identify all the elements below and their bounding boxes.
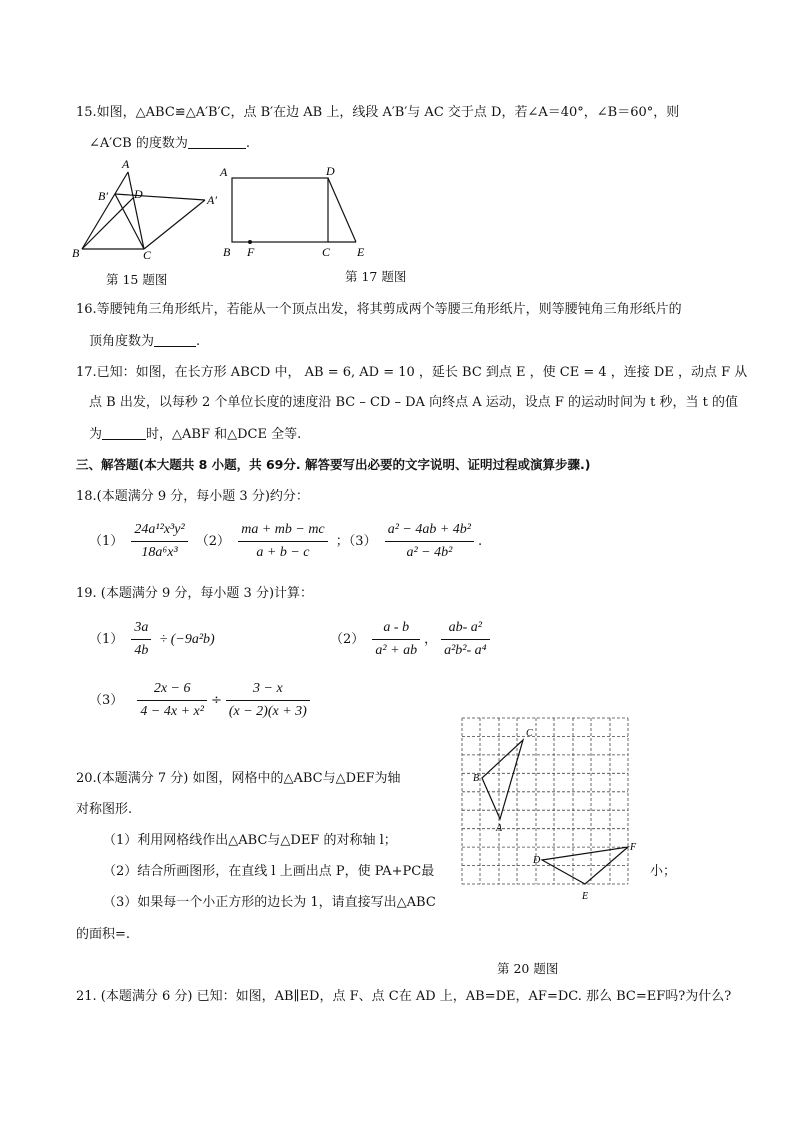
q19-f2-den: a² + ab: [375, 643, 418, 658]
fig15-label-D: D: [134, 187, 143, 201]
q20-step2-end: 小；: [650, 864, 677, 879]
q15-line2-text: ∠A′CB 的度数为: [89, 136, 188, 151]
q16-line2-text: 顶角度数为: [89, 334, 155, 349]
q18-f1-den: 18a⁶x³: [141, 545, 178, 560]
answer-blank-15[interactable]: [188, 134, 246, 149]
q20-step1: （1）利用网格线作出△ABC与△DEF 的对称轴 l；: [103, 833, 397, 848]
q20-line1: 20.(本题满分 7 分) 如图，网格中的△ABC与△DEF为轴: [76, 771, 401, 786]
fig20-label-C: C: [526, 728, 533, 739]
q19-f1-den: 4b: [134, 643, 149, 658]
q17-line3b: 时，△ABF 和△DCE 全等.: [146, 427, 302, 442]
q18-f3-num: a² − 4ab + 4b²: [385, 521, 474, 542]
fig20-label-F: F: [630, 842, 637, 853]
q21-line1: 21. (本题满分 6 分) 已知：如图，AB∥ED，点 F、点 C在 AD 上，AB=DE，AF=DC. 那么 BC=EF吗?为什么?: [76, 989, 732, 1004]
fig15-caption: 第 15 题图: [106, 272, 168, 287]
q19-p2: （2）: [330, 632, 365, 647]
fig20-label-A: A: [496, 823, 503, 834]
q20-step3: （3）如果每一个小正方形的边长为 1，请直接写出△ABC: [103, 895, 436, 910]
q16-line2: [89, 332, 200, 351]
section-3-heading: 三、解答题(本大题共 8 小题，共 69分. 解答要写出必要的文字说明、证明过程或演算步骤.): [76, 457, 591, 472]
q17-line3a: 为: [89, 427, 103, 442]
figure-17: [218, 160, 378, 264]
fig20-label-B: B: [473, 773, 480, 784]
answer-blank-16[interactable]: [154, 332, 196, 347]
fig17-label-F: F: [247, 245, 255, 259]
q19-f2-num: a - b: [372, 619, 420, 640]
q15-line1: 15.如图，△ABC≌△A′B′C，点 B′在边 AB 上，线段 A′B′与 AC 交于点 D，若∠A＝40°，∠B＝60°，则: [76, 105, 680, 120]
q19-f3b-den: (x − 2)(x + 3): [228, 704, 307, 719]
q20-line2: 对称图形.: [76, 802, 133, 817]
q18-p2: （2）: [195, 534, 231, 549]
q18-frac3: [385, 521, 474, 562]
fig15-label-Ap: A′: [207, 193, 217, 207]
q19-title: 19. (本题满分 9 分，每小题 3 分)计算：: [76, 586, 314, 601]
answer-blank-17[interactable]: [102, 425, 146, 440]
fig17-label-E: E: [357, 245, 365, 259]
q19-comma: ，: [424, 632, 438, 647]
fig17-caption: 第 17 题图: [345, 269, 407, 284]
q18-f1-num: 24a¹²x³y²: [131, 521, 187, 542]
fig20-label-E: E: [582, 891, 589, 902]
q18-f3-den: a² − 4b²: [406, 545, 453, 560]
q18-f2-den: a + b − c: [256, 545, 310, 560]
q19-row2: [330, 619, 494, 660]
q18-end: .: [478, 534, 483, 549]
fig17-label-D: D: [326, 164, 335, 178]
q17-line3: [89, 425, 301, 444]
q19-f1-num: 3a: [131, 619, 151, 640]
figure-20-grid: [462, 718, 637, 904]
q18-row: [89, 521, 482, 562]
q19-f1-tail: ÷ (−9a²b): [159, 632, 215, 647]
fig15-label-Bp: B′: [98, 189, 108, 203]
fig20-label-D: D: [533, 855, 541, 866]
q18-title: 18.(本题满分 9 分，每小题 3 分)约分：: [76, 489, 309, 504]
q16-end: .: [196, 334, 201, 349]
fig17-label-B: B: [223, 245, 231, 259]
q19-frac2b: [441, 619, 489, 660]
q19-row3: [89, 680, 314, 721]
q19-row1: [89, 619, 215, 660]
q19-f2b-num: ab- a²: [441, 619, 489, 640]
q19-frac3b: [226, 680, 310, 721]
q19-p1: （1）: [89, 632, 124, 647]
q19-f2b-den: a²b²- a⁴: [444, 643, 487, 658]
q19-f3b-num: 3 − x: [226, 680, 310, 701]
fig20-caption: 第 20 题图: [497, 961, 559, 976]
q18-f2-num: ma + mb − mc: [238, 521, 327, 542]
figure-15: [70, 156, 220, 266]
q19-frac2: [372, 619, 420, 660]
q16-line1: 16.等腰钝角三角形纸片，若能从一个顶点出发，将其剪成两个等腰三角形纸片，则等腰钝角三角形纸片的: [76, 302, 682, 317]
fig15-label-C: C: [143, 248, 152, 262]
q18-sep: ；（3）: [335, 534, 377, 549]
fig17-label-C: C: [322, 245, 331, 259]
fig15-label-A: A: [122, 157, 130, 171]
q19-frac1: [131, 619, 151, 660]
fig17-label-A: A: [220, 165, 228, 179]
q17-line1: 17.已知：如图，在长方形 ABCD 中， AB = 6, AD = 10 ，延长 BC 到点 E ，使 CE = 4 ，连接 DE ，动点 F 从: [76, 365, 748, 380]
q19-f3-den: 4 − 4x + x²: [140, 704, 204, 719]
q18-frac1: [131, 521, 187, 562]
q15-line2: [89, 134, 250, 153]
q19-div: ÷: [210, 693, 222, 708]
q18-p1: （1）: [89, 534, 124, 549]
q20-line-end: 的面积=.: [76, 927, 131, 942]
q18-frac2: [238, 521, 327, 562]
q15-end: .: [245, 136, 251, 151]
fig15-label-B: B: [72, 246, 80, 260]
q17-line2: 点 B 出发，以每秒 2 个单位长度的速度沿 BC – CD – DA 向终点 A 运动，设点 F 的运动时间为 t 秒，当 t 的值: [89, 395, 738, 410]
q19-frac3: [137, 680, 207, 721]
q20-step2: （2）结合所画图形，在直线 l 上画出点 P，使 PA+PC最: [103, 864, 435, 879]
q19-p3: （3）: [89, 693, 124, 708]
q19-f3-num: 2x − 6: [137, 680, 207, 701]
